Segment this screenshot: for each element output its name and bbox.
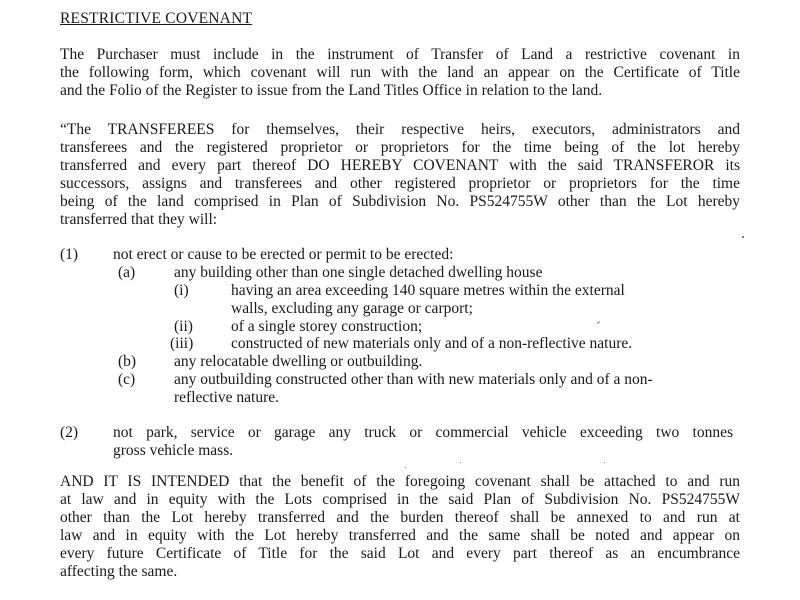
clause-2-number: (2) <box>60 424 79 441</box>
clause-1a-i-label: (i) <box>174 282 189 299</box>
closing-line: AND IT IS INTENDED that the benefit of the foregoing covenant shall be attached to and run <box>60 473 740 490</box>
covenant-line: successors, assigns and transferees and other registered proprietor or proprietors for the time <box>60 175 740 192</box>
clause-1a-ii-label: (ii) <box>174 318 193 335</box>
clause-1a-iii-label: (iii) <box>170 335 194 352</box>
covenant-line: being of the land comprised in Plan of Subdivision No. PS524755W other than the Lot hereby <box>60 193 740 210</box>
closing-line: at law and in equity with the Lots comprised in the said Plan of Subdivision No. PS524755W <box>60 491 740 508</box>
clause-1b-text: any relocatable dwelling or outbuilding. <box>174 353 423 370</box>
intro-line: and the Folio of the Register to issue from the Land Titles Office in relation to the land. <box>60 82 603 99</box>
covenant-line: transferees and the registered proprietor or proprietors for the time being of the lot hereby <box>60 139 740 156</box>
scan-speck <box>604 462 605 463</box>
clause-1a-label: (a) <box>118 264 136 281</box>
clause-1b-label: (b) <box>118 353 137 370</box>
closing-line: affecting the same. <box>60 563 178 580</box>
covenant-line: transferred that they will: <box>60 211 218 228</box>
clause-1a-i-line2: walls, excluding any garage or carport; <box>231 300 473 317</box>
closing-line: every future Certificate of Title for the said Lot and every part thereof as an encumbrance <box>60 545 740 562</box>
clause-2-line2: gross vehicle mass. <box>113 442 234 459</box>
covenant-line: “The TRANSFEREES for themselves, their respective heirs, executors, administrators and <box>60 121 740 138</box>
document-heading: RESTRICTIVE COVENANT <box>60 10 253 27</box>
clause-1a-ii-text: of a single storey construction; <box>231 318 423 335</box>
intro-line: the following form, which covenant will run with the land an appear on the Certificate of Title <box>60 64 740 81</box>
clause-1-text: not erect or cause to be erected or permit to be erected: <box>113 246 454 263</box>
closing-paragraph <box>60 473 740 581</box>
clause-1a-i-line1: having an area exceeding 140 square metres within the external <box>231 282 625 299</box>
intro-paragraph <box>60 46 740 100</box>
clause-1a-iii-text: constructed of new materials only and of a non-reflective nature. <box>231 335 633 352</box>
scan-speck <box>405 467 406 468</box>
clause-1c-line2: reflective nature. <box>174 389 279 406</box>
covenant-line: transferred and every part thereof DO HEREBY COVENANT with the said TRANSFEROR its <box>60 157 740 174</box>
intro-line: The Purchaser must include in the instrument of Transfer of Land a restrictive covenant in <box>60 46 740 63</box>
scan-speck <box>742 236 744 238</box>
covenant-paragraph <box>60 121 740 229</box>
scan-speck <box>460 462 461 463</box>
clause-2-line1: not park, service or garage any truck or commercial vehicle exceeding two tonnes <box>113 424 733 441</box>
clause-1a-text: any building other than one single detached dwelling house <box>174 264 543 281</box>
clause-1c-line1: any outbuilding constructed other than with new materials only and of a non- <box>174 371 653 388</box>
closing-line: law and in equity with the Lot hereby transferred and the same shall be noted and appear on <box>60 527 740 544</box>
clause-1c-label: (c) <box>118 371 136 388</box>
clause-1-number: (1) <box>60 246 79 263</box>
closing-line: other than the Lot hereby transferred and the burden thereof shall be annexed to and run at <box>60 509 740 526</box>
scan-speck <box>597 321 600 324</box>
